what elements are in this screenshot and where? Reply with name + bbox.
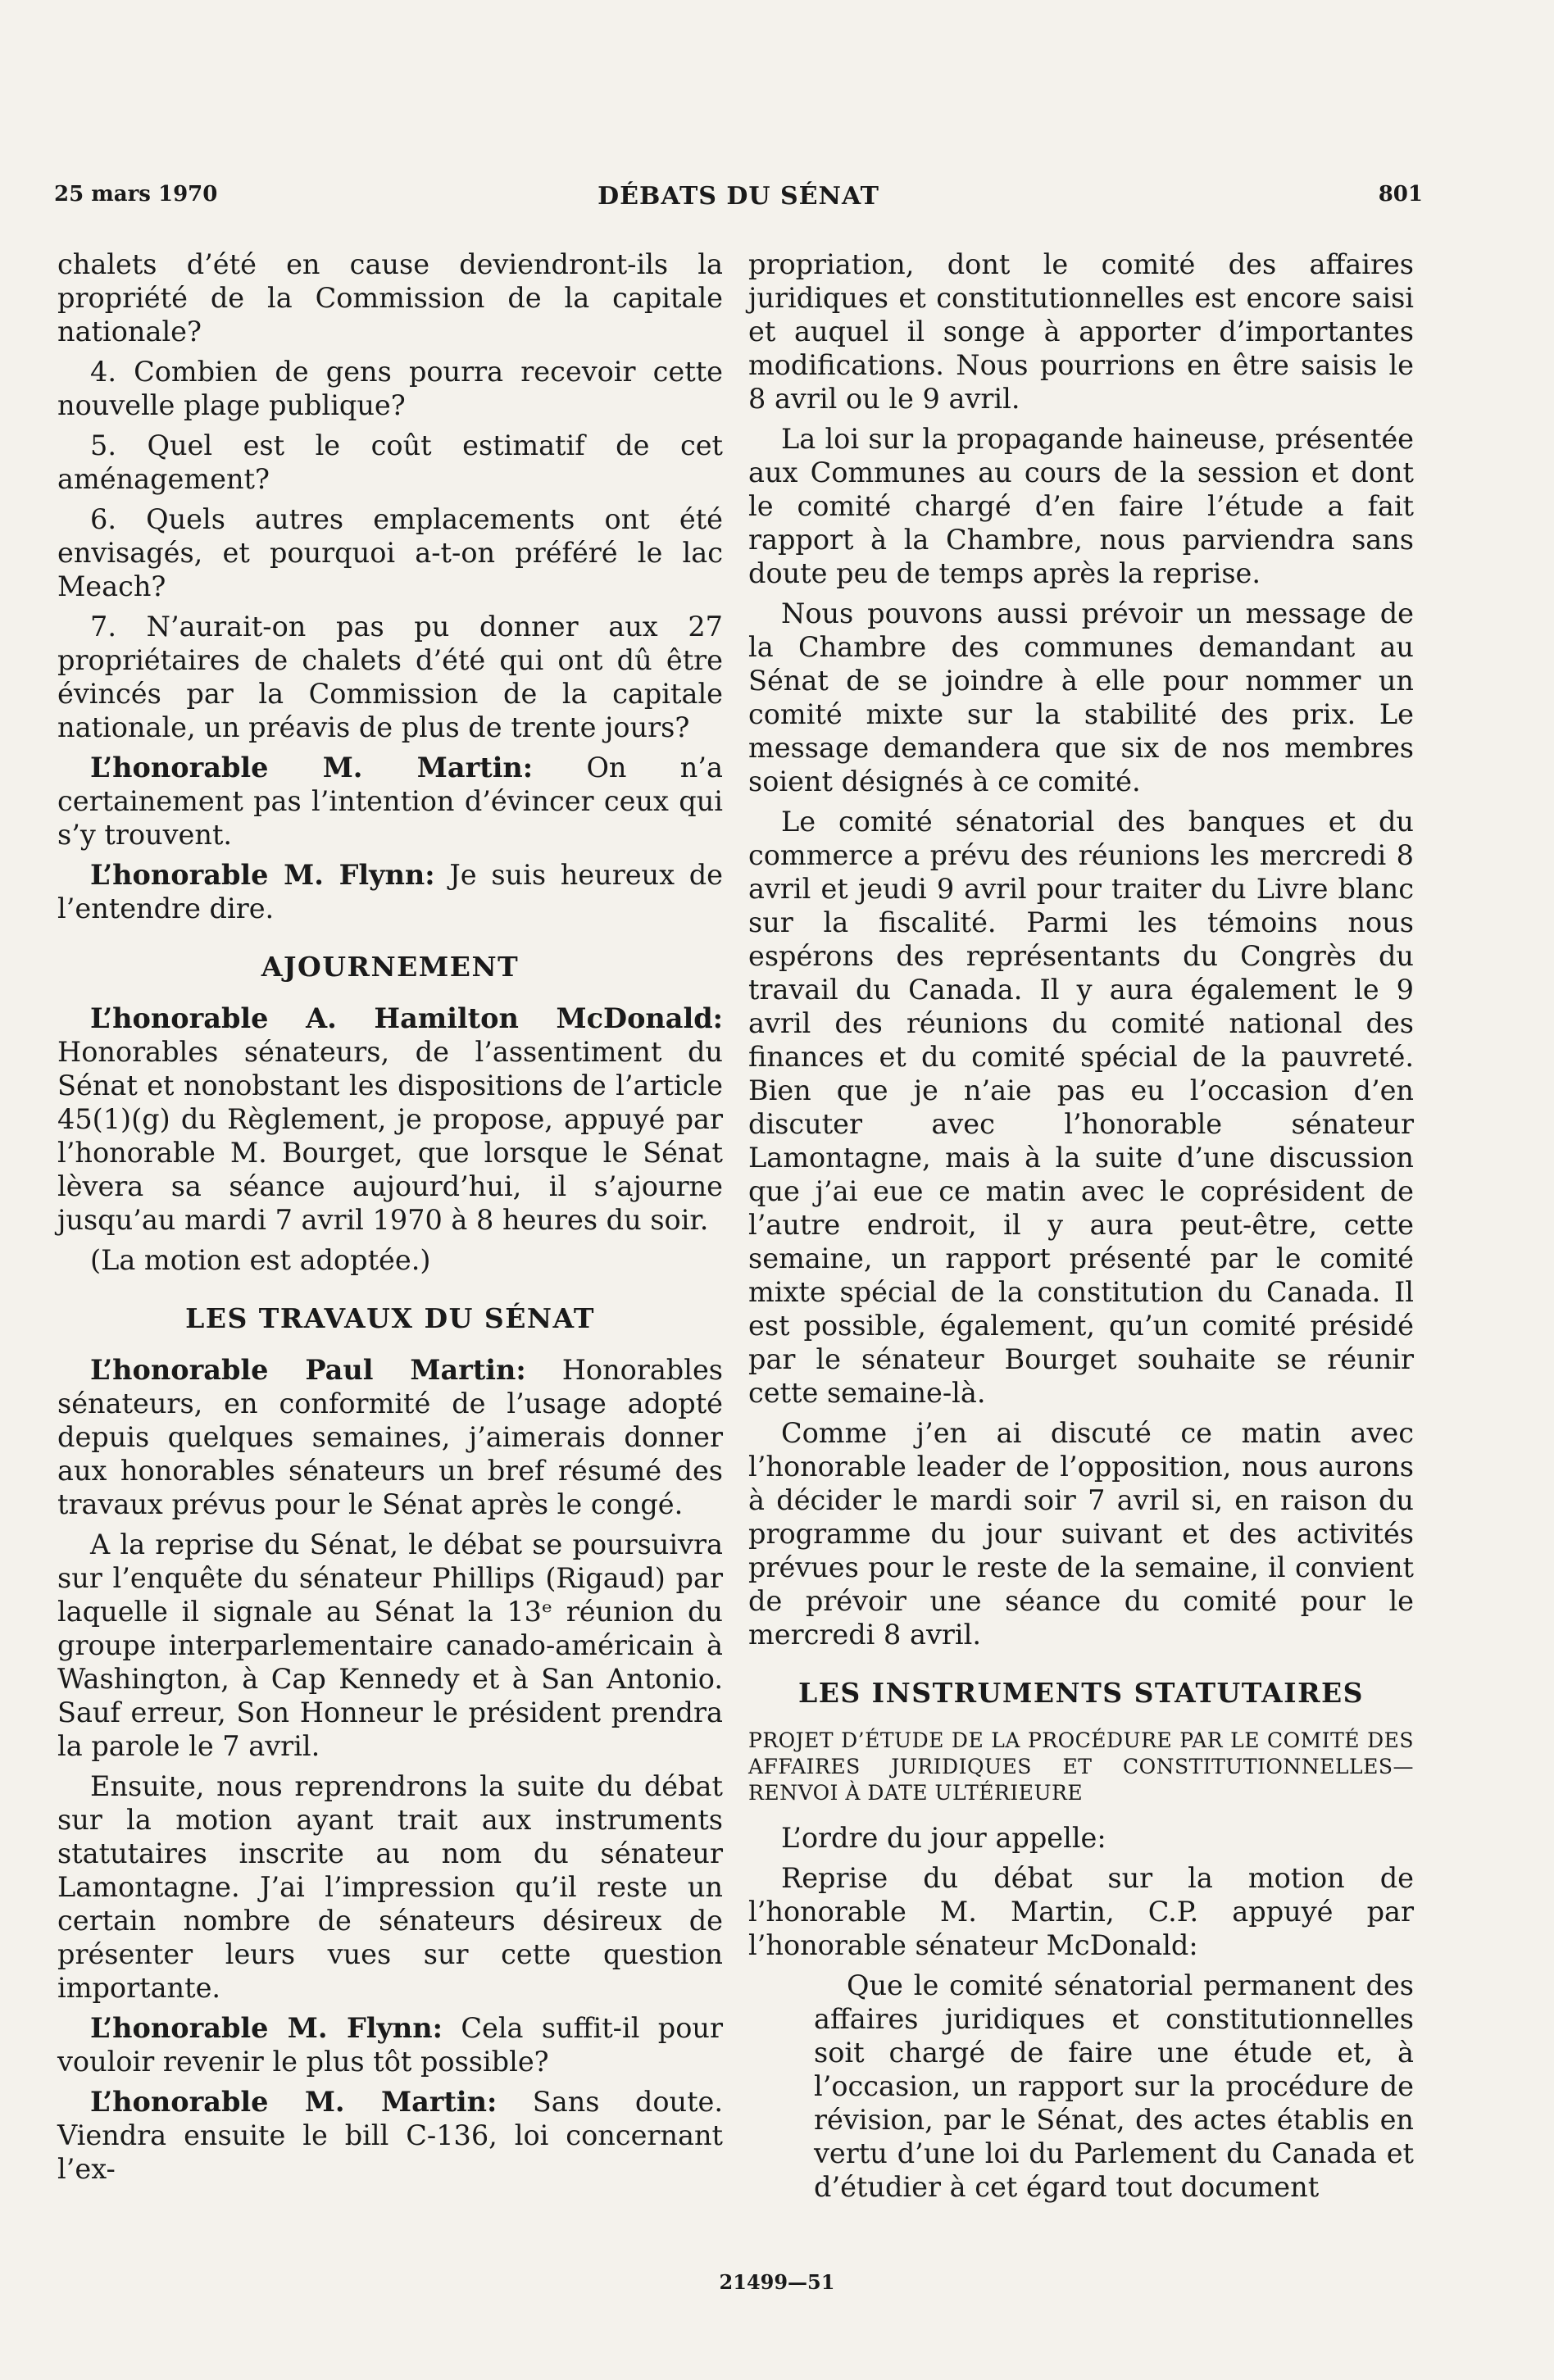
section-heading-instruments: LES INSTRUMENTS STATUTAIRES <box>797 1677 1364 1709</box>
paragraph: Comme j’en ai discuté ce matin avec l’honorable leader de l’opposition, nous aurons à décider le mardi soir 7 avril si, en raison du programme du jour suivant et des activités prévues pour le reste de la semaine, il convient de prévoir une séance du comité pour le mercredi 8 avril. <box>748 1417 1414 1651</box>
paragraph: chalets d’été en cause deviendront-ils la propriété de la Commission de la capitale nationale? <box>57 248 723 347</box>
left-column <box>57 248 723 2192</box>
speaker-name: L’honorable M. Martin: <box>90 752 534 783</box>
question-5: 5. Quel est le coût estimatif de cet aménagement? <box>57 429 723 495</box>
question-7: 7. N’aurait-on pas pu donner aux 27 propriétaires de chalets d’été qui ont dû être évincés par la Commission de la capitale nationale, un préavis de plus de trente jours? <box>57 611 723 743</box>
speaker-name: L’honorable A. Hamilton McDonald: <box>90 1002 723 1034</box>
speech <box>57 1002 723 1237</box>
paragraph: Le comité sénatorial des banques et du commerce a prévu des réunions les mercredi 8 avril et jeudi 9 avril pour traiter du Livre blanc sur la fiscalité. Parmi les témoins nous espérons des représentants du Congrès du travail du Canada. Il y aura également le 9 avril des réunions du comité national des finances et du comité spécial de la pauvreté. Bien que je n’aie pas eu l’occasion d’en discuter avec l’honorable sénateur Lamontagne, mais à la suite d’une discussion que j’ai eue ce matin avec le coprésident de l’autre endroit, il y aura peut-être, cette semaine, un rapport présenté par le comité mixte spécial de la constitution du Canada. Il est possible, également, qu’un comité présidé par le sénateur Bourget souhaite se réunir cette semaine-là. <box>748 806 1414 1409</box>
page-number: 801 <box>1378 182 1423 207</box>
paragraph: La loi sur la propagande haineuse, présentée aux Communes au cours de la session et dont le comité chargé d’en faire l’étude a fait rapport à la Chambre, nous parviendra sans doute peu de temps après la reprise. <box>748 423 1414 589</box>
header-title: DÉBATS DU SÉNAT <box>598 182 879 211</box>
speech-text: Cela suffit-il pour vouloir revenir le plus tôt possible? <box>57 2012 723 2078</box>
speech <box>57 1353 723 1521</box>
paragraph: Reprise du débat sur la motion de l’honorable M. Martin, C.P. appuyé par l’honorable sénateur McDonald: <box>748 1862 1414 1961</box>
speech <box>57 2085 723 2186</box>
speech-text: On n’a certainement pas l’intention d’évincer ceux qui s’y trouvent. <box>57 752 724 851</box>
question-4: 4. Combien de gens pourra recevoir cette nouvelle plage publique? <box>57 356 723 421</box>
printer-signature: 21499—51 <box>719 2270 835 2294</box>
speaker-name: L’honorable M. Flynn: <box>90 859 435 891</box>
paragraph: L’ordre du jour appelle: <box>781 1822 1106 1854</box>
speaker-name: L’honorable M. Martin: <box>90 2086 498 2118</box>
section-heading-travaux: LES TRAVAUX DU SÉNAT <box>185 1302 595 1334</box>
header-date: 25 mars 1970 <box>54 182 218 207</box>
paragraph: (La motion est adoptée.) <box>90 1244 431 1276</box>
paragraph: Ensuite, nous reprendrons la suite du débat sur la motion ayant trait aux instruments statutaires inscrite au nom du sénateur Lamontagne. J’ai l’impression qu’il reste un certain nombre de sénateurs désireux de présenter leurs vues sur cette question importante. <box>57 1770 723 2004</box>
speech-text: Je suis heureux de l’entendre dire. <box>57 859 723 924</box>
speaker-name: L’honorable Paul Martin: <box>90 1354 526 1386</box>
paragraph: propriation, dont le comité des affaires juridiques et constitutionnelles est encore saisi et auquel il songe à apporter d’importantes modifications. Nous pourrions en être saisis le 8 avril ou le 9 avril. <box>748 248 1414 415</box>
speaker-name: L’honorable M. Flynn: <box>90 2012 443 2044</box>
paragraph: Nous pouvons aussi prévoir un message de la Chambre des communes demandant au Sénat de se joindre à elle pour nommer un comité mixte sur la stabilité des prix. Le message demandera que six de nos membres soient désignés à ce comité. <box>748 597 1414 797</box>
paragraph: A la reprise du Sénat, le débat se poursuivra sur l’enquête du sénateur Phillips (Rigaud) par laquelle il signale au Sénat la 13ᵉ réunion du groupe interparlementaire canado-américain à Washington, à Cap Kennedy et à San Antonio. Sauf erreur, Son Honneur le président prendra la parole le 7 avril. <box>57 1528 723 1762</box>
speech-text: Honorables sénateurs, en conformité de l’usage adopté depuis quelques semaines, j’aimerais donner aux honorables sénateurs un bref résumé des travaux prévus pour le Sénat après le congé. <box>57 1354 723 1520</box>
question-6: 6. Quels autres emplacements ont été envisagés, et pourquoi a-t-on préféré le lac Meach? <box>57 503 723 602</box>
right-column <box>748 248 1414 2210</box>
speech <box>57 2011 723 2078</box>
speech-text: Sans doute. Viendra ensuite le bill C-136, loi concernant l’ex- <box>57 2086 724 2185</box>
motion-quote: Que le comité sénatorial permanent des affaires juridiques et constitutionnelles soit chargé de faire une étude et, à l’occasion, un rapport sur la procédure de révision, par le Sénat, des actes établis en vertu d’une loi du Parlement du Canada et d’étudier à cet égard tout document <box>814 1969 1414 2203</box>
speech-text: Honorables sénateurs, de l’assentiment du Sénat et nonobstant les dispositions de l’article 45(1)(g) du Règlement, je propose, appuyé par l’honorable M. Bourget, que lorsque le Sénat lèvera sa séance aujourd’hui, il s’ajourne jusqu’au mardi 7 avril 1970 à 8 heures du soir. <box>57 1036 723 1236</box>
running-header <box>54 182 1423 221</box>
speech <box>57 751 723 852</box>
section-heading-ajournement: AJOURNEMENT <box>261 951 520 983</box>
speech <box>57 858 723 925</box>
subheading: PROJET D’ÉTUDE DE LA PROCÉDURE PAR LE COMITÉ DES AFFAIRES JURIDIQUES ET CONSTITUTIONNELLES—RENVOI À DATE ULTÉRIEURE <box>748 1728 1414 1805</box>
